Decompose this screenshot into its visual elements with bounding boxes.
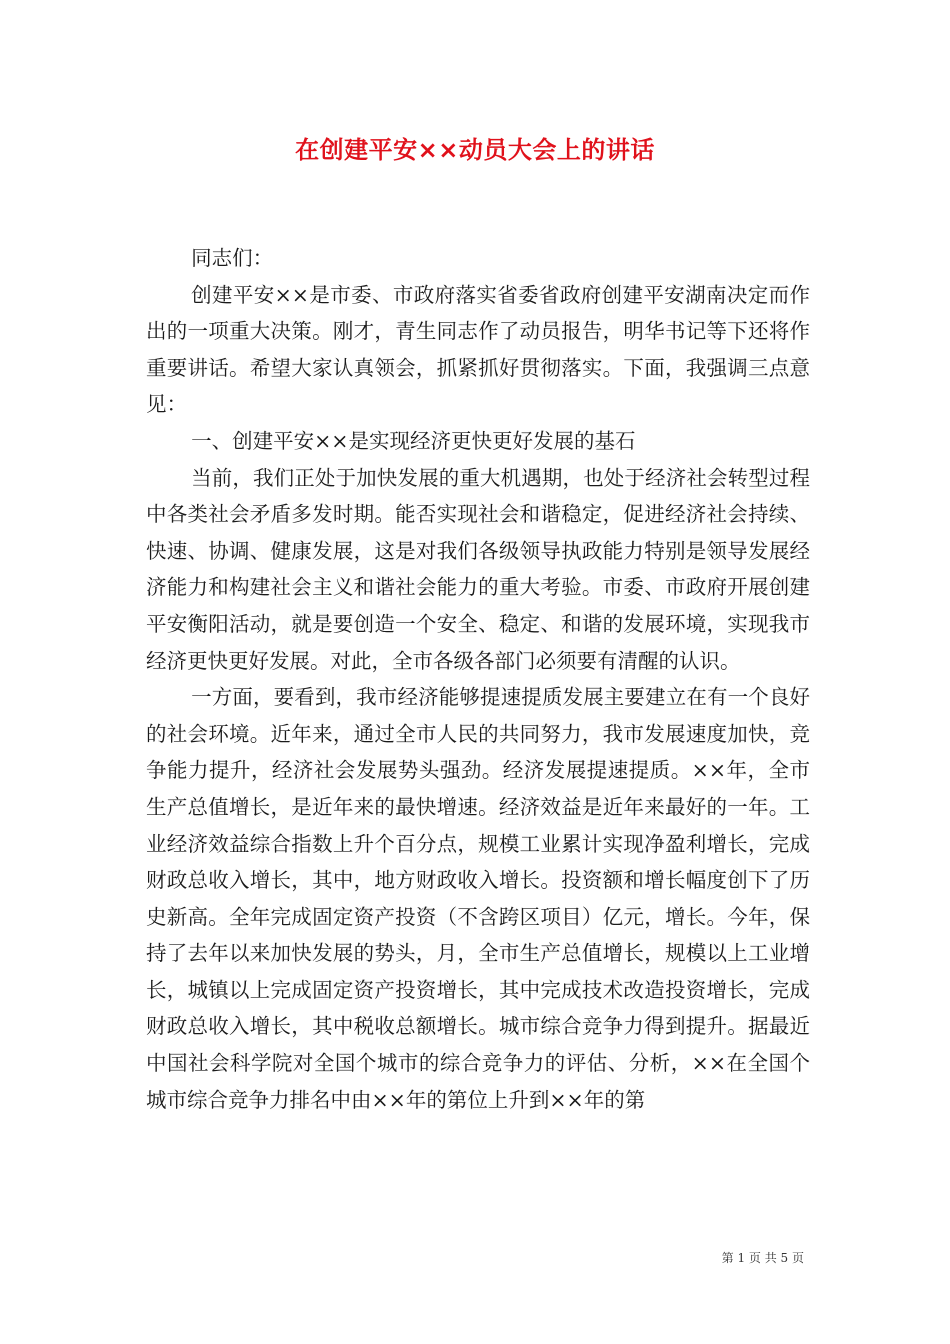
section-heading: 一、创建平安××是实现经济更快更好发展的基石 xyxy=(191,428,636,453)
document-title: 在创建平安××动员大会上的讲话 xyxy=(295,136,655,164)
page-number: 第 1 页 共 5 页 xyxy=(721,1251,804,1265)
intro-paragraph: 创建平安××是市委、市政府落实省委省政府创建平安湖南决定而作出的一项重大决策。刚才，青生同志作了动员报告，明华书记等下还将作重要讲话。希望大家认真领会，抓紧抓好贯彻落实。下面，我强调三点意见： xyxy=(146,282,810,417)
body-paragraph: 当前，我们正处于加快发展的重大机遇期，也处于经济社会转型过程中各类社会矛盾多发时期。能否实现社会和谐稳定，促进经济社会持续、快速、协调、健康发展，这是对我们各级领导执政能力特别是领导发展经济能力和构建社会主义和谐社会能力的重大考验。市委、市政府开展创建平安衡阳活动，就是要创造一个安全、稳定、和谐的发展环境，实现我市经济更快更好发展。对此，全市各级各部门必须要有清醒的认识。 xyxy=(146,465,810,673)
salutation-paragraph: 同志们： xyxy=(191,246,274,270)
document-body xyxy=(146,240,810,1118)
body-paragraph: 一方面，要看到，我市经济能够提速提质发展主要建立在有一个良好的社会环境。近年来，通过全市人民的共同努力，我市发展速度加快，竞争能力提升，经济社会发展势头强劲。经济发展提速提质。××年，全市生产总值增长，是近年来的最快增速。经济效益是近年来最好的一年。工业经济效益综合指数上升个百分点，规模工业累计实现净盈利增长，完成财政总收入增长，其中，地方财政收入增长。投资额和增长幅度创下了历史新高。全年完成固定资产投资（不含跨区项目）亿元，增长。今年，保持了去年以来加快发展的势头，月，全市生产总值增长，规模以上工业增长，城镇以上完成固定资产投资增长，其中完成技术改造投资增长，完成财政总收入增长，其中税收总额增长。城市综合竞争力得到提升。据最近中国社会科学院对全国个城市的综合竞争力的评估、分析，××在全国个城市综合竞争力排名中由××年的第位上升到××年的第 xyxy=(146,685,810,1112)
